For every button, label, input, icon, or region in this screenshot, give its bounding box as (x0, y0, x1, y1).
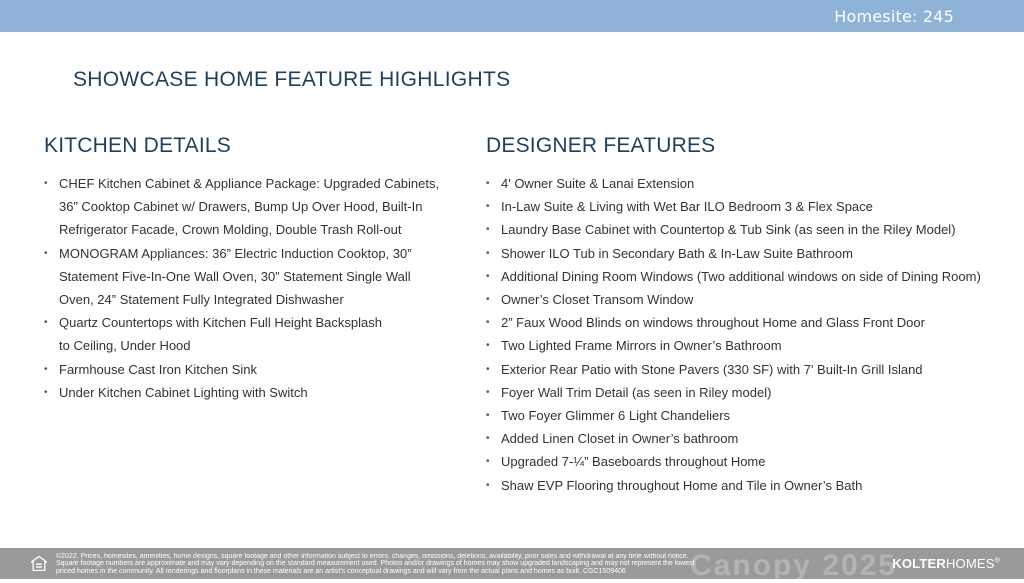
list-item: • 2” Faux Wood Blinds on windows throughout Home and Glass Front Door (486, 311, 1006, 334)
list-item: • Additional Dining Room Windows (Two additional windows on side of Dining Room) (486, 265, 1006, 288)
list-item: • Quartz Countertops with Kitchen Full Height Backsplash to Ceiling, Under Hood (44, 311, 454, 357)
list-item: • In-Law Suite & Living with Wet Bar ILO Bedroom 3 & Flex Space (486, 195, 1006, 218)
list-item: • MONOGRAM Appliances: 36” Electric Induction Cooktop, 30” Statement Five-In-One Wall Oven, 30” Statement Single Wall Oven, 24” Statement Fully Integrated Dishwasher (44, 242, 454, 312)
list-item: • Two Lighted Frame Mirrors in Owner’s Bathroom (486, 334, 1006, 357)
list-item: • CHEF Kitchen Cabinet & Appliance Package: Upgraded Cabinets, 36” Cooktop Cabinet w/ Drawers, Bump Up Over Hood, Built-In Refrigerator Facade, Crown Molding, Double Trash Roll-out (44, 172, 454, 242)
watermark: Canopy 2025 (690, 549, 898, 582)
homesite-label: Homesite: 245 (834, 7, 954, 26)
kolter-homes-logo (892, 556, 1000, 571)
page-title: SHOWCASE HOME FEATURE HIGHLIGHTS (73, 68, 511, 91)
legal-disclaimer: ©2022. Prices, homesites, amenities, home designs, square footage and other information subject to errors, changes, omissions, deletions, availability, prior sales and withdrawal at any time without notice. Square footage numbers are approximate and may vary depending on the standard measurement used. Photos and/or drawings of homes may show upgraded landscaping and may not represent the lowest priced homes in the community. All renderings and floorplans in these materials are an artist’s conceptual drawings and will vary from the actual plans and homes as built. CGC1509406 (56, 553, 695, 575)
list-item: • Added Linen Closet in Owner’s bathroom (486, 427, 1006, 450)
top-bar (0, 0, 1024, 32)
designer-features-section (486, 134, 1006, 497)
list-item: • Upgraded 7-¼” Baseboards throughout Home (486, 450, 1006, 473)
kitchen-details-title: KITCHEN DETAILS (44, 134, 231, 157)
footer-bar (0, 548, 1024, 582)
equal-housing-icon (31, 556, 47, 571)
list-item: • Shower ILO Tub in Secondary Bath & In-Law Suite Bathroom (486, 242, 1006, 265)
list-item: • Shaw EVP Flooring throughout Home and Tile in Owner’s Bath (486, 474, 1006, 497)
kitchen-details-list (44, 172, 454, 404)
list-item: • Farmhouse Cast Iron Kitchen Sink (44, 358, 454, 381)
brand-regular: HOMES (945, 556, 995, 571)
list-item: • Foyer Wall Trim Detail (as seen in Riley model) (486, 381, 1006, 404)
brand-mark: ® (994, 557, 1000, 565)
list-item: • Owner’s Closet Transom Window (486, 288, 1006, 311)
list-item: • 4' Owner Suite & Lanai Extension (486, 172, 1006, 195)
list-item: • Under Kitchen Cabinet Lighting with Switch (44, 381, 454, 404)
designer-features-list (486, 172, 1006, 497)
list-item: • Laundry Base Cabinet with Countertop & Tub Sink (as seen in the Riley Model) (486, 218, 1006, 241)
brand-bold: KOLTER (892, 556, 946, 571)
kitchen-details-section (44, 134, 454, 404)
list-item: • Two Foyer Glimmer 6 Light Chandeliers (486, 404, 1006, 427)
list-item: • Exterior Rear Patio with Stone Pavers (330 SF) with 7' Built-In Grill Island (486, 358, 1006, 381)
designer-features-title: DESIGNER FEATURES (486, 134, 716, 157)
